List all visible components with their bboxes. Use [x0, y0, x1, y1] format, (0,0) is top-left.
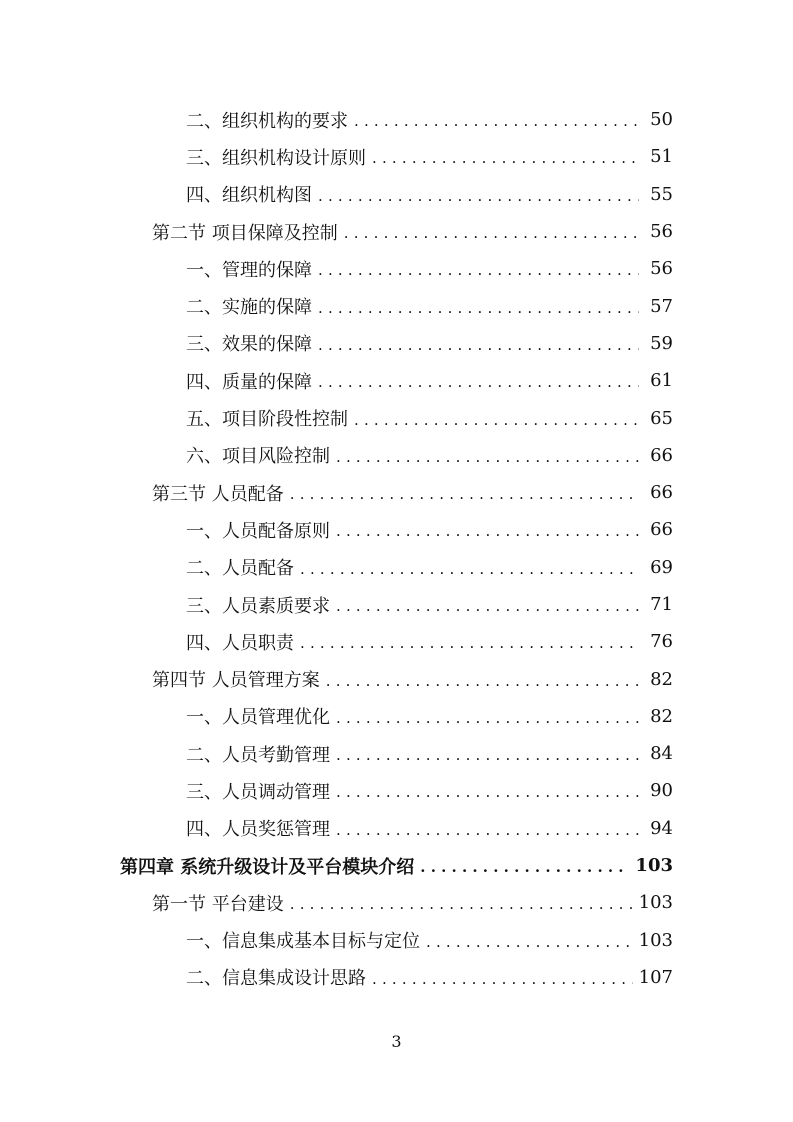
toc-entry-page: 103 — [635, 855, 673, 877]
toc-entry-page: 51 — [650, 146, 673, 168]
toc-entry-page: 69 — [650, 556, 673, 578]
toc-entry-label: 四、质量的保障 — [186, 371, 312, 393]
toc-entry-page: 82 — [650, 705, 673, 727]
toc-entry-page: 103 — [638, 892, 673, 914]
toc-entry-page: 66 — [650, 519, 673, 541]
toc-entry-label: 一、管理的保障 — [186, 259, 312, 281]
toc-entry-label: 第四章 系统升级设计及平台模块介绍 — [120, 856, 415, 878]
toc-entry[interactable] — [0, 362, 793, 399]
toc-entry-page: 61 — [650, 370, 673, 392]
toc-entry[interactable] — [0, 511, 793, 548]
toc-entry[interactable] — [0, 698, 793, 735]
toc-entry[interactable] — [0, 101, 793, 138]
toc-entry[interactable] — [0, 287, 793, 324]
toc-entry-label: 第四节 人员管理方案 — [152, 670, 320, 692]
toc-entry-label: 四、人员奖惩管理 — [186, 819, 330, 841]
toc-entry-page: 50 — [650, 109, 673, 131]
table-of-contents — [0, 101, 793, 996]
page-number: 3 — [391, 1032, 402, 1051]
toc-dot-leader — [336, 748, 639, 763]
toc-entry-page: 57 — [650, 295, 673, 317]
toc-dot-leader — [336, 450, 639, 465]
toc-entry[interactable] — [0, 810, 793, 847]
toc-entry-label: 一、信息集成基本目标与定位 — [186, 931, 420, 953]
toc-dot-leader — [344, 226, 639, 241]
toc-entry-page: 66 — [650, 444, 673, 466]
toc-entry[interactable] — [0, 176, 793, 213]
toc-entry[interactable] — [0, 772, 793, 809]
toc-section-entry[interactable] — [0, 660, 793, 697]
toc-entry-page: 84 — [650, 743, 673, 765]
toc-entry-page: 56 — [650, 221, 673, 243]
toc-entry-label: 第二节 项目保障及控制 — [152, 222, 338, 244]
toc-entry[interactable] — [0, 623, 793, 660]
toc-section-entry[interactable] — [0, 474, 793, 511]
toc-entry-page: 59 — [650, 332, 673, 354]
toc-entry-page: 55 — [650, 183, 673, 205]
toc-entry[interactable] — [0, 586, 793, 623]
toc-entry-label: 二、实施的保障 — [186, 297, 312, 319]
toc-dot-leader — [426, 935, 633, 950]
toc-dot-leader — [318, 263, 639, 278]
toc-entry-label: 第三节 人员配备 — [152, 483, 284, 505]
toc-entry-label: 四、组织机构图 — [186, 185, 312, 207]
toc-entry-label: 二、人员考勤管理 — [186, 744, 330, 766]
toc-dot-leader — [372, 972, 633, 987]
toc-entry-label: 一、人员管理优化 — [186, 707, 330, 729]
toc-entry[interactable] — [0, 922, 793, 959]
toc-dot-leader — [326, 674, 639, 689]
toc-entry-label: 三、人员调动管理 — [186, 781, 330, 803]
toc-entry-page: 65 — [650, 407, 673, 429]
toc-entry[interactable] — [0, 959, 793, 996]
toc-entry-page: 103 — [638, 929, 673, 951]
toc-entry-page: 56 — [650, 258, 673, 280]
toc-dot-leader — [300, 636, 639, 651]
toc-entry[interactable] — [0, 138, 793, 175]
toc-entry[interactable] — [0, 250, 793, 287]
toc-dot-leader — [354, 114, 639, 129]
toc-section-entry[interactable] — [0, 884, 793, 921]
toc-dot-leader — [336, 711, 639, 726]
toc-dot-leader — [372, 151, 639, 166]
toc-entry-label: 三、效果的保障 — [186, 334, 312, 356]
toc-entry-page: 82 — [650, 668, 673, 690]
toc-entry-label: 三、组织机构设计原则 — [186, 147, 366, 169]
toc-entry-label: 二、信息集成设计思路 — [186, 968, 366, 990]
toc-dot-leader — [336, 524, 639, 539]
toc-entry-label: 四、人员职责 — [186, 632, 294, 654]
toc-dot-leader — [318, 375, 639, 390]
toc-dot-leader — [290, 897, 633, 912]
toc-entry-label: 三、人员素质要求 — [186, 595, 330, 617]
toc-entry[interactable] — [0, 549, 793, 586]
toc-entry-label: 二、人员配备 — [186, 558, 294, 580]
toc-entry[interactable] — [0, 325, 793, 362]
toc-entry-label: 第一节 平台建设 — [152, 893, 284, 915]
toc-entry-page: 90 — [650, 780, 673, 802]
toc-dot-leader — [336, 823, 639, 838]
toc-entry-page: 107 — [638, 966, 673, 988]
toc-dot-leader — [318, 301, 639, 316]
toc-dot-leader — [318, 338, 639, 353]
toc-section-entry[interactable] — [0, 213, 793, 250]
toc-entry-label: 六、项目风险控制 — [186, 446, 330, 468]
toc-entry-page: 66 — [650, 482, 673, 504]
toc-dot-leader — [354, 413, 639, 428]
toc-dot-leader — [290, 487, 639, 502]
toc-entry-label: 五、项目阶段性控制 — [186, 409, 348, 431]
toc-chapter-entry[interactable] — [0, 847, 793, 884]
toc-entry[interactable] — [0, 399, 793, 436]
toc-entry-page: 94 — [650, 817, 673, 839]
toc-dot-leader — [336, 599, 639, 614]
toc-entry-label: 一、人员配备原则 — [186, 520, 330, 542]
toc-entry[interactable] — [0, 735, 793, 772]
toc-entry-page: 76 — [650, 631, 673, 653]
toc-dot-leader — [420, 860, 629, 875]
toc-entry-label: 二、组织机构的要求 — [186, 110, 348, 132]
toc-dot-leader — [336, 785, 639, 800]
toc-dot-leader — [300, 562, 639, 577]
toc-entry[interactable] — [0, 437, 793, 474]
toc-entry-page: 71 — [650, 594, 673, 615]
toc-dot-leader — [318, 189, 639, 204]
